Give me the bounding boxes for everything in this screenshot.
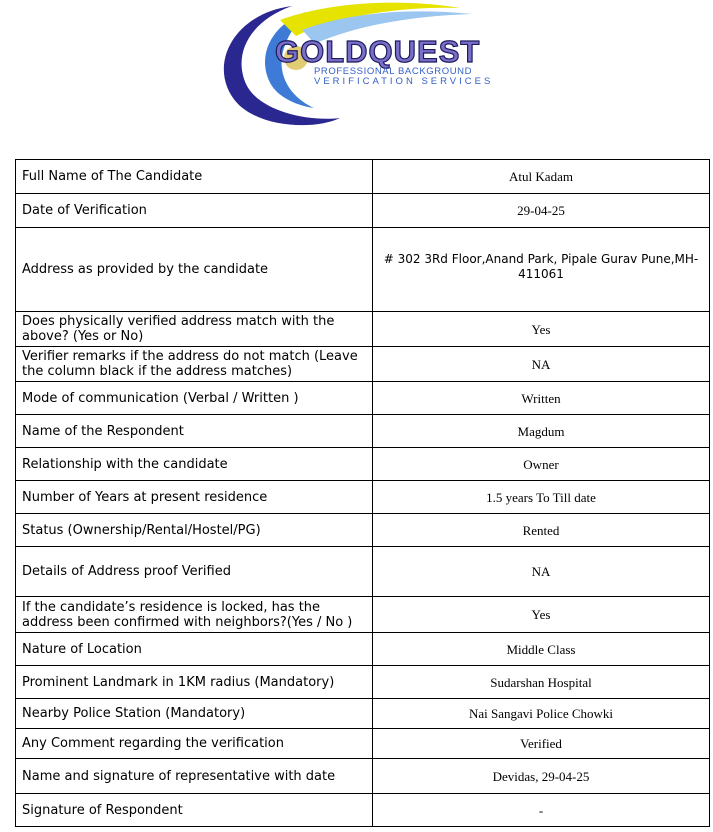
row-label: Address as provided by the candidate: [16, 228, 373, 312]
row-label: Nearby Police Station (Mandatory): [16, 699, 373, 729]
row-label: Does physically verified address match with the above? (Yes or No): [16, 312, 373, 347]
row-value: NA: [373, 547, 710, 597]
row-value: 29-04-25: [373, 194, 710, 228]
row-label: Mode of communication (Verbal / Written ): [16, 382, 373, 415]
row-label: Date of Verification: [16, 194, 373, 228]
table-row: [16, 633, 710, 666]
row-label: Any Comment regarding the verification: [16, 729, 373, 759]
row-value: Yes: [373, 312, 710, 347]
row-label: Details of Address proof Verified: [16, 547, 373, 597]
table-row: [16, 547, 710, 597]
table-row: [16, 194, 710, 228]
table-row: [16, 312, 710, 347]
table-row: [16, 382, 710, 415]
table-row: [16, 481, 710, 514]
table-row: [16, 415, 710, 448]
table-row: [16, 347, 710, 382]
row-label: Prominent Landmark in 1KM radius (Mandatory): [16, 666, 373, 699]
table-row: [16, 666, 710, 699]
row-value: Devidas, 29-04-25: [373, 759, 710, 794]
table-row: [16, 514, 710, 547]
row-value: Yes: [373, 597, 710, 633]
row-value: Middle Class: [373, 633, 710, 666]
row-value: NA: [373, 347, 710, 382]
row-value: 1.5 years To Till date: [373, 481, 710, 514]
address-verification-table: [15, 159, 710, 827]
row-value: Written: [373, 382, 710, 415]
row-label: Name of the Respondent: [16, 415, 373, 448]
row-value: Verified: [373, 729, 710, 759]
row-value: # 302 3Rd Floor,Anand Park, Pipale Gurav Pune,MH-411061: [373, 228, 710, 312]
table-row: [16, 759, 710, 794]
table-row: [16, 597, 710, 633]
logo-wordmark: GOLDQUEST: [275, 34, 481, 69]
row-value: Sudarshan Hospital: [373, 666, 710, 699]
row-label: Nature of Location: [16, 633, 373, 666]
row-value: Rented: [373, 514, 710, 547]
logo-tagline-2: VERIFICATION SERVICES: [314, 76, 494, 87]
table-row: [16, 794, 710, 827]
table-row: [16, 160, 710, 194]
row-label: Signature of Respondent: [16, 794, 373, 827]
row-value: Atul Kadam: [373, 160, 710, 194]
table-row: [16, 699, 710, 729]
table-row: [16, 228, 710, 312]
row-label: If the candidate’s residence is locked, has the address been confirmed with neighbors?(Yes / No ): [16, 597, 373, 633]
row-value: Nai Sangavi Police Chowki: [373, 699, 710, 729]
logo-tagline-1: PROFESSIONAL BACKGROUND: [314, 66, 473, 77]
table-row: [16, 448, 710, 481]
row-label: Verifier remarks if the address do not match (Leave the column black if the address matches): [16, 347, 373, 382]
row-value: -: [373, 794, 710, 827]
row-label: Status (Ownership/Rental/Hostel/PG): [16, 514, 373, 547]
row-label: Name and signature of representative with date: [16, 759, 373, 794]
company-logo: [210, 0, 520, 130]
row-label: Number of Years at present residence: [16, 481, 373, 514]
row-value: Magdum: [373, 415, 710, 448]
row-value: Owner: [373, 448, 710, 481]
row-label: Relationship with the candidate: [16, 448, 373, 481]
table-row: [16, 729, 710, 759]
row-label: Full Name of The Candidate: [16, 160, 373, 194]
